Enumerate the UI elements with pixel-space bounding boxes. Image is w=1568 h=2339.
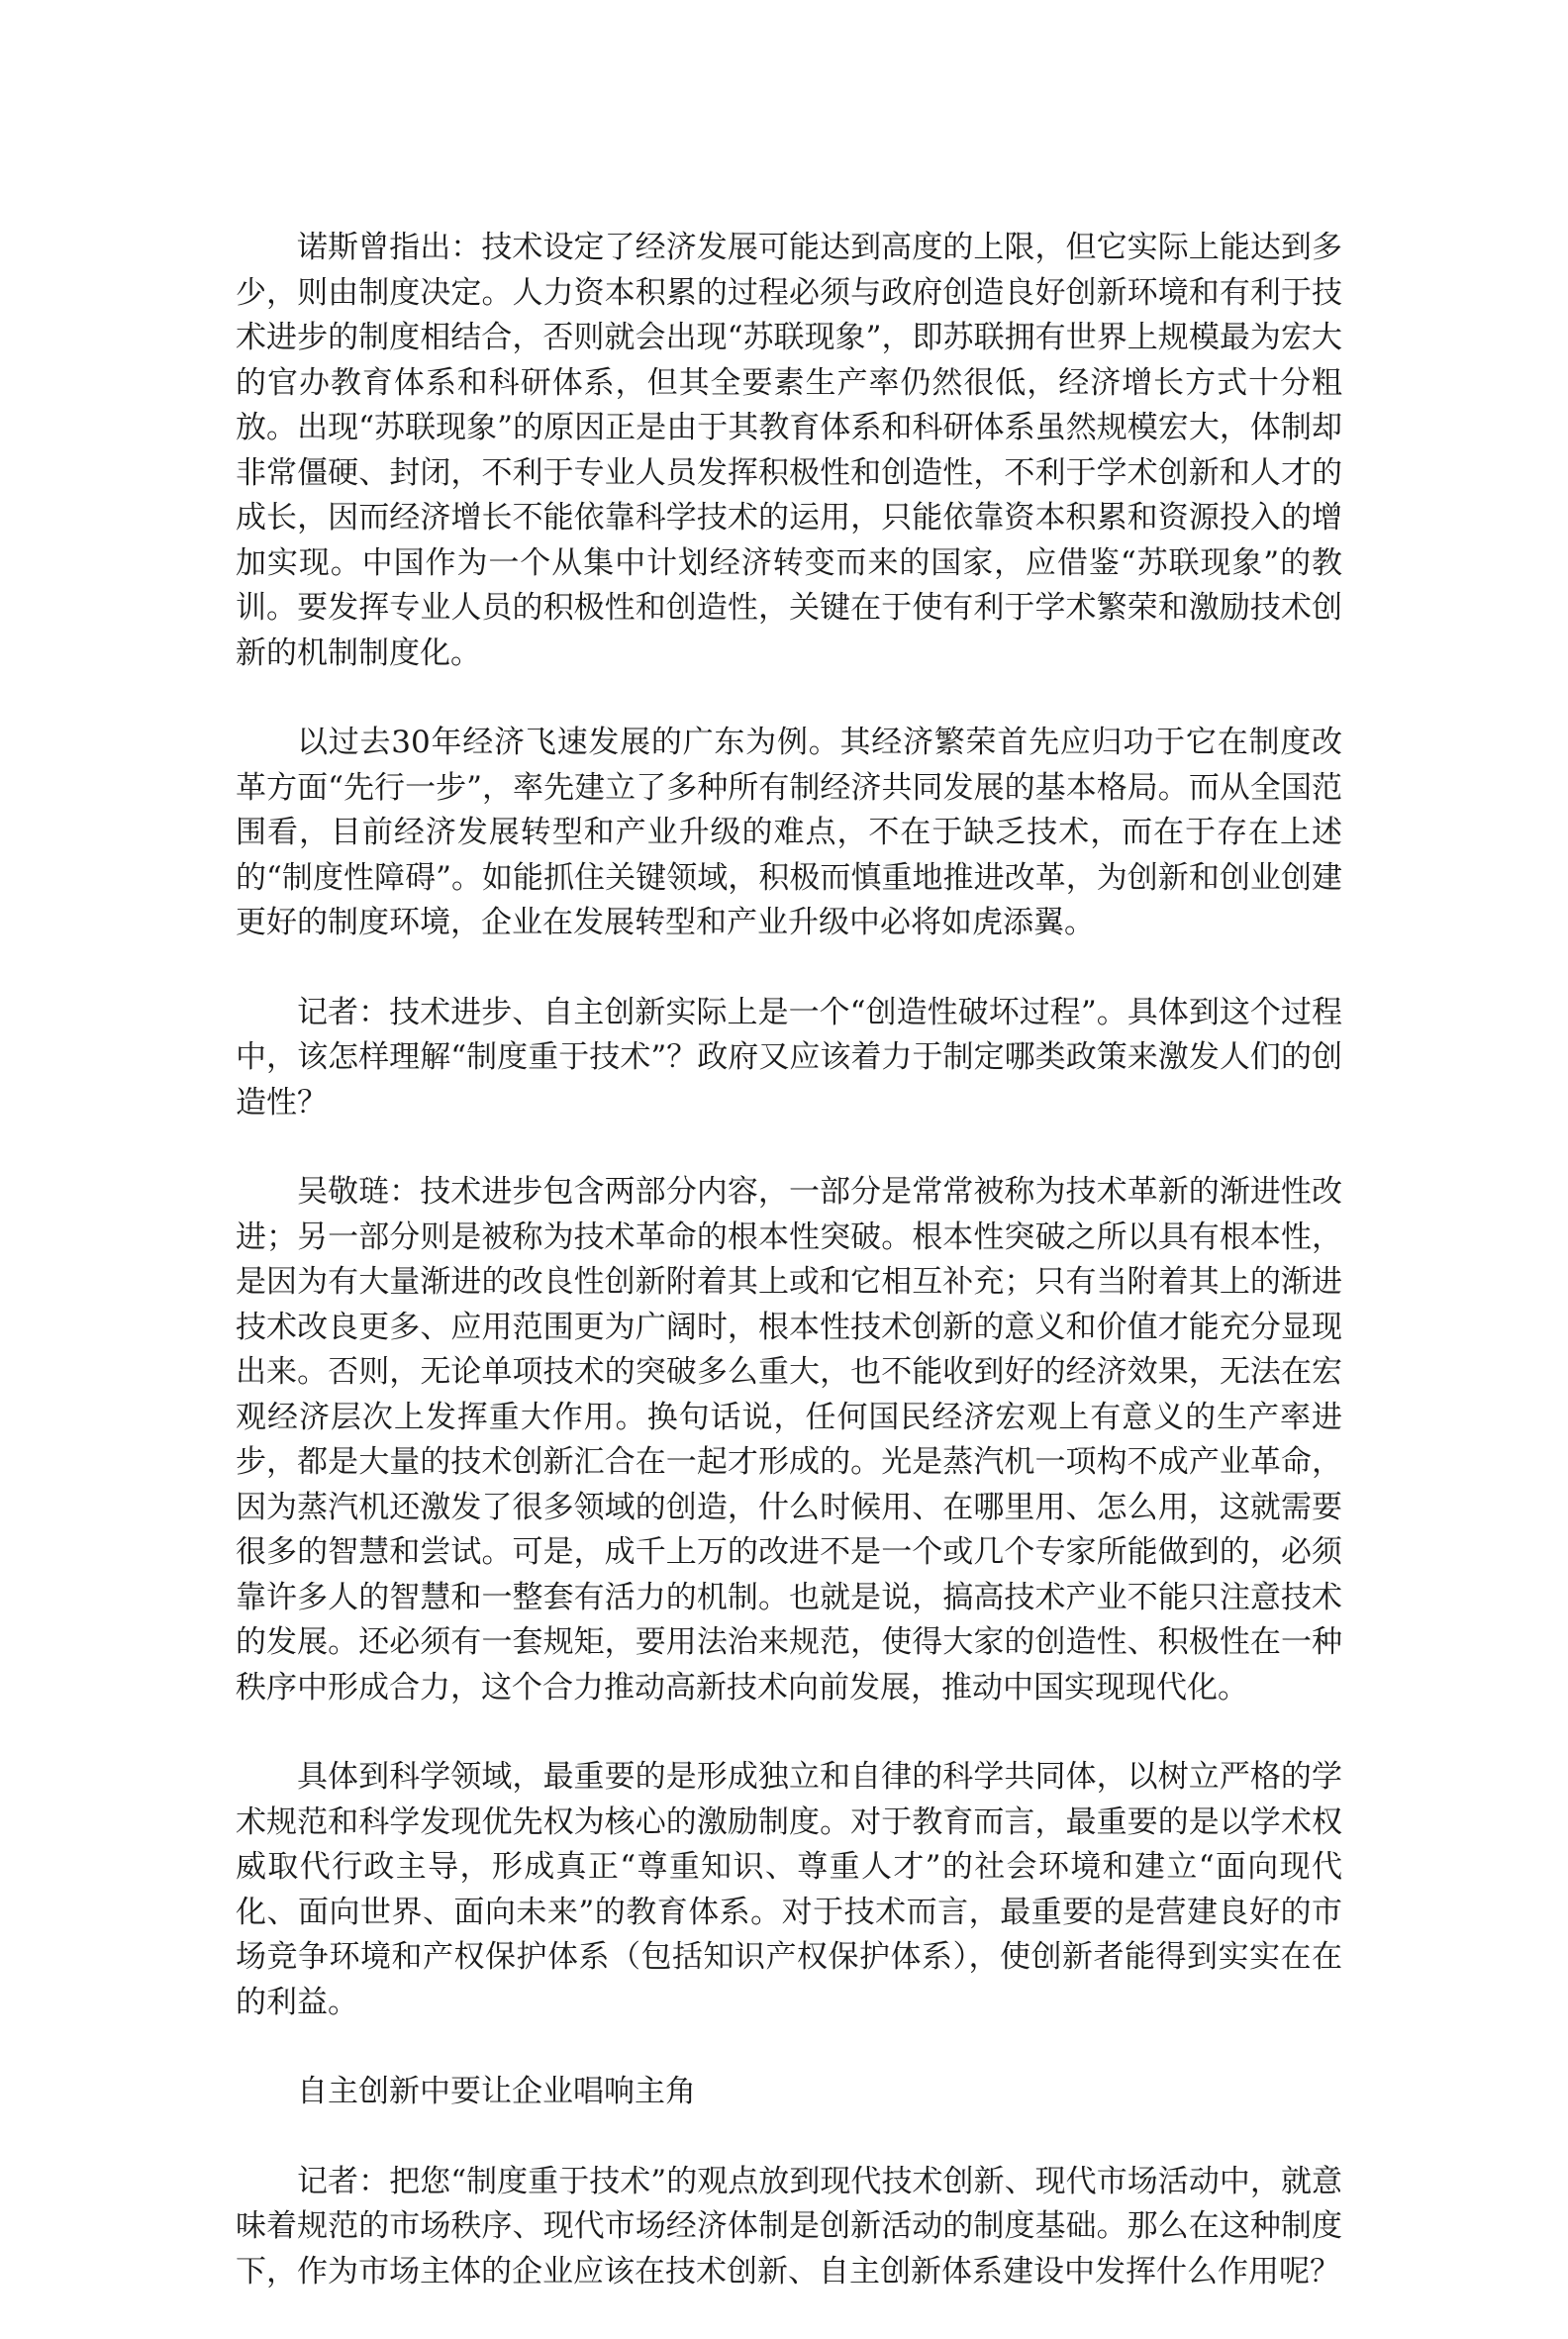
paragraph-reporter-question-2: 记者：把您“制度重于技术”的观点放到现代技术创新、现代市场活动中，就意味着规范的市场秩序、现代市场经济体制是创新活动的制度基础。那么在这种制度下，作为市场主体的企业应该在技术创新、自主创新体系建设中发挥什么作用呢？ [236, 2163, 1342, 2290]
paragraph-reporter-question-1: 记者：技术进步、自主创新实际上是一个“创造性破坏过程”。具体到这个过程中，该怎样理解“制度重于技术”？政府又应该着力于制定哪类政策来激发人们的创造性？ [236, 994, 1342, 1121]
paragraph-north-quote: 诺斯曾指出：技术设定了经济发展可能达到高度的上限，但它实际上能达到多少，则由制度决定。人力资本积累的过程必须与政府创造良好创新环境和有利于技术进步的制度相结合，否则就会出现“苏联现象”，即苏联拥有世界上规模最为宏大的官办教育体系和科研体系，但其全要素生产率仍然很低，经济增长方式十分粗放。出现“苏联现象”的原因正是由于其教育体系和科研体系虽然规模宏大，体制却非常僵硬、封闭，不利于专业人员发挥积极性和创造性，不利于学术创新和人才的成长，因而经济增长不能依靠科学技术的运用，只能依靠资本积累和资源投入的增加实现。中国作为一个从集中计划经济转变而来的国家，应借鉴“苏联现象”的教训。要发挥专业人员的积极性和创造性，关键在于使有利于学术繁荣和激励技术创新的机制制度化。 [236, 230, 1342, 671]
paragraph-guangdong-example: 以过去30年经济飞速发展的广东为例。其经济繁荣首先应归功于它在制度改革方面“先行一步”，率先建立了多种所有制经济共同发展的基本格局。而从全国范围看，目前经济发展转型和产业升级的难点，不在于缺乏技术，而在于存在上述的“制度性障碍”。如能抓住关键领域，积极而慎重地推进改革，为创新和创业创建更好的制度环境，企业在发展转型和产业升级中必将如虎添翼。 [236, 725, 1342, 940]
paragraph-science-education: 具体到科学领域，最重要的是形成独立和自律的科学共同体，以树立严格的学术规范和科学发现优先权为核心的激励制度。对于教育而言，最重要的是以学术权威取代行政主导，形成真正“尊重知识、尊重人才”的社会环境和建立“面向现代化、面向世界、面向未来”的教育体系。对于技术而言，最重要的是营建良好的市场竞争环境和产权保护体系（包括知识产权保护体系），使创新者能得到实实在在的利益。 [236, 1759, 1342, 2020]
section-heading: 自主创新中要让企业唱响主角 [297, 2074, 696, 2109]
paragraph-wu-answer: 吴敬琏：技术进步包含两部分内容，一部分是常常被称为技术革新的渐进性改进；另一部分则是被称为技术革命的根本性突破。根本性突破之所以具有根本性，是因为有大量渐进的改良性创新附着其上或和它相互补充；只有当附着其上的渐进技术改良更多、应用范围更为广阔时，根本性技术创新的意义和价值才能充分显现出来。否则，无论单项技术的突破多么重大，也不能收到好的经济效果，无法在宏观经济层次上发挥重大作用。换句话说，任何国民经济宏观上有意义的生产率进步，都是大量的技术创新汇合在一起才形成的。光是蒸汽机一项构不成产业革命，因为蒸汽机还激发了很多领域的创造，什么时候用、在哪里用、怎么用，这就需要很多的智慧和尝试。可是，成千上万的改进不是一个或几个专家所能做到的，必须靠许多人的智慧和一整套有活力的机制。也就是说，搞高技术产业不能只注意技术的发展。还必须有一套规矩，要用法治来规范，使得大家的创造性、积极性在一种秩序中形成合力，这个合力推动高新技术向前发展，推动中国实现现代化。 [236, 1174, 1342, 1706]
document-body [236, 226, 1342, 2339]
